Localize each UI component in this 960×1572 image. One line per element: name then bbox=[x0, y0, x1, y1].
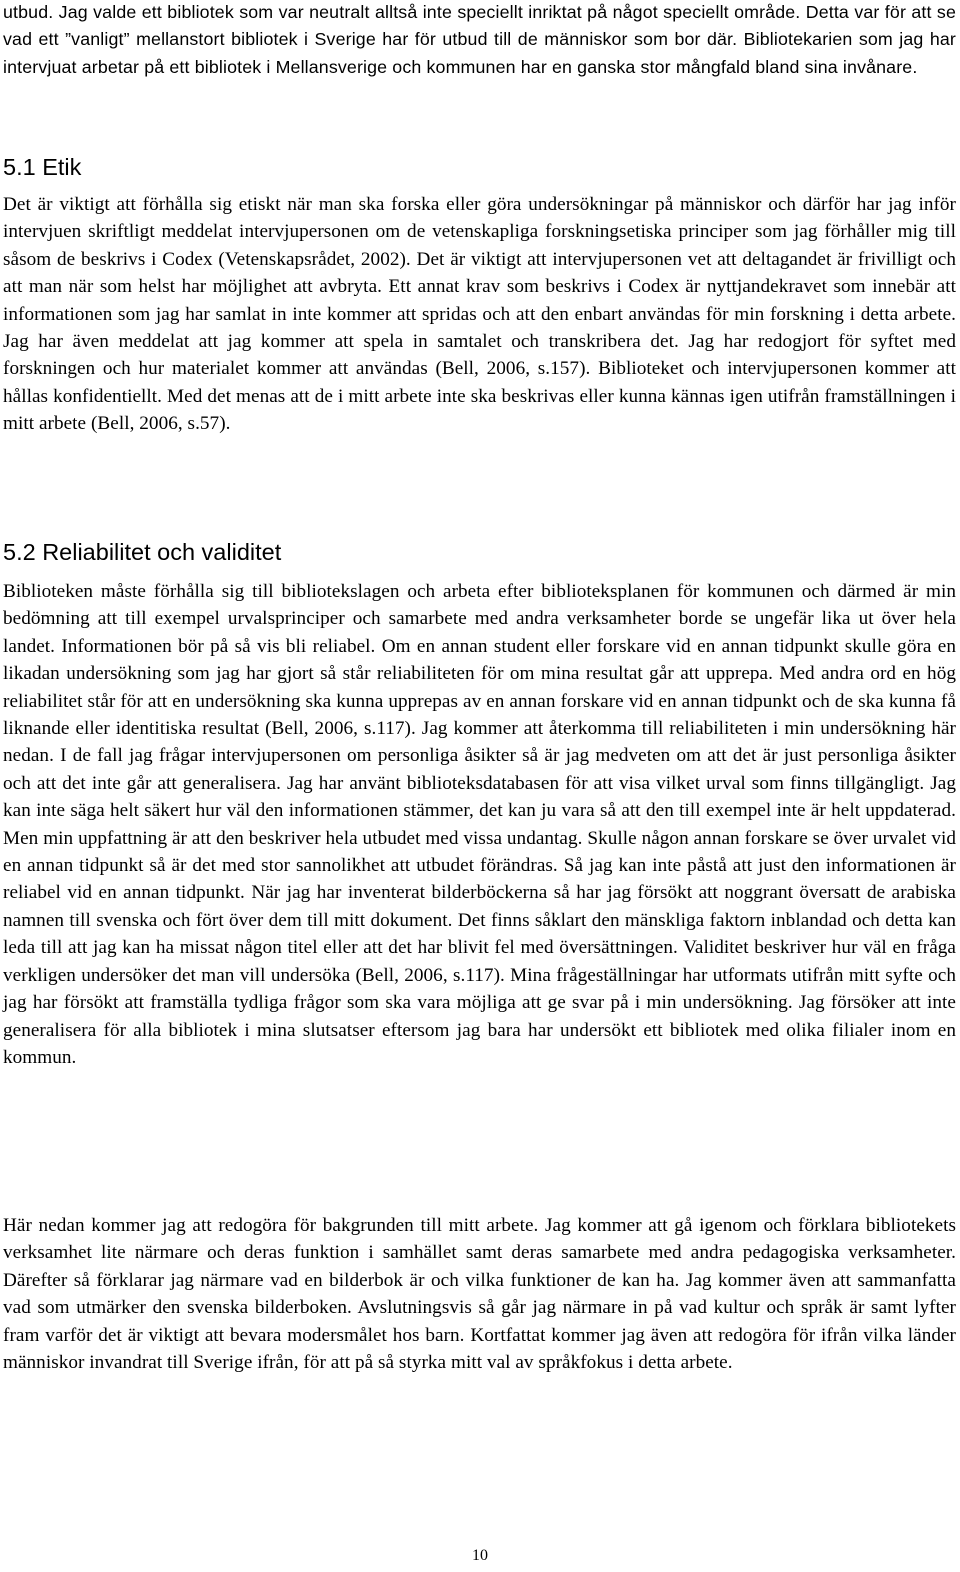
section-heading-ethics: 5.1 Etik bbox=[3, 154, 82, 180]
background-overview-paragraph: Här nedan kommer jag att redogöra för bakgrunden till mitt arbete. Jag kommer att gå igenom och förklara bibliotekets verksamhet lite närmare och deras funktion i samhället samt deras samarbete med andra pedagogiska verksamheter. Därefter så förklarar jag närmare vad en bilderbok är och vilka funktioner de kan ha. Jag kommer även att sammanfatta vad som utmärker den svenska bilderboken. Avslutningsvis så går jag närmare in på vad kultur och språk är samt lyfter fram varför det är viktigt att bevara modersmålet hos barn. Kortfattat kommer jag även att redogöra för ifrån vilka länder människor invandrat till Sverige ifrån, för att på så styrka mitt val av språkfokus i detta arbete. bbox=[3, 1215, 956, 1374]
ethics-paragraph: Det är viktigt att förhålla sig etiskt när man ska forska eller göra undersökningar på människor och därför har jag inför intervjuen skriftligt meddelat intervjupersonen om de vetenskapliga forskningsetiska principer som jag förhåller mig till såsom de beskrivs i Codex (Vetenskapsrådet, 2002). Det är viktigt att intervjupersonen vet att deltagandet är frivilligt och att man när som helst har möjlighet att avbryta. Ett annat krav som beskrivs i Codex är nyttjandekravet som innebär att informationen som jag har samlat in inte kommer att spridas och att den enbart användas för min forskning i detta arbete. Jag har även meddelat att jag kommer att spela in samtalet och transkribera det. Jag har redogjort för syftet med forskningen och hur materialet kommer att användas (Bell, 2006, s.157). Biblioteket och intervjupersonen kommer att hållas konfidentiellt. Med det menas att de i mitt arbete inte ska beskrivas eller kunna kännas igen utifrån framställningen i mitt arbete (Bell, 2006, s.57). bbox=[3, 194, 956, 435]
intro-paragraph: utbud. Jag valde ett bibliotek som var neutralt alltså inte speciellt inriktat på något speciellt område. Detta var för att se vad ett ”vanligt” mellanstort bibliotek i Sverige har för utbud till de människor som bor där. Bibliotekarien som jag har intervjuat arbetar på ett bibliotek i Mellansverige och kommunen har en ganska stor mångfald bland sina invånare. bbox=[3, 2, 956, 77]
page-number: 10 bbox=[472, 1547, 488, 1564]
reliability-paragraph: Biblioteken måste förhålla sig till bibliotekslagen och arbeta efter biblioteksplanen för kommunen och därmed är min bedömning att till exempel urvalsprinciper och samarbete med andra verksamheter borde se ungefär lika ut över hela landet. Informationen bör på så vis bli reliabel. Om en annan student eller forskare vid en annan tidpunkt skulle göra en likadan undersökning som jag har gjort så står reliabiliteten för om mina resultat går att upprepa. Med andra ord en hög reliabilitet står för att en undersökning ska kunna upprepas av en annan forskare vid en annan tidpunkt och de ska kunna få liknande eller identitiska resultat (Bell, 2006, s.117). Jag kommer att återkomma till reliabiliteten i min undersökning här nedan. I de fall jag frågar intervjupersonen om personliga åsikter så är jag medveten om att det är just personliga åsikter och att det inte går att generalisera. Jag har använt biblioteksdatabasen för att visa vilket urval som finns tillgängligt. Jag kan inte säga helt säkert hur väl den informationen stämmer, det kan ju vara så att den till exempel inte är helt uppdaterad. Men min uppfattning är att den beskriver hela utbudet med vissa undantag. Skulle någon annan forskare se över urvalet vid en annan tidpunkt så är det med stor sannolikhet att utbudet förändras. Så jag kan inte påstå att just den informationen är reliabel vid en annan tidpunkt. När jag har inventerat bilderböckerna så har jag försökt att noggrant översatt de arabiska namnen till svenska och fört över dem till mitt dokument. Det finns såklart den mänskliga faktorn inblandad och detta kan leda till att jag kan ha missat någon titel eller att det har blivit fel med översättningen. Validitet beskriver hur väl en fråga verkligen undersöker det man vill undersöka (Bell, 2006, s.117). Mina frågeställningar har utformats utifrån mitt syfte och jag har försökt att framställa tydliga frågor som ska vara möjliga att ge svar på i min undersökning. Jag försöker att inte generalisera för alla bibliotek i mina slutsatser eftersom jag bara har undersökt ett bibliotek med olika filialer inom en kommun. bbox=[3, 581, 956, 1068]
section-heading-reliability: 5.2 Reliabilitet och validitet bbox=[3, 539, 282, 565]
